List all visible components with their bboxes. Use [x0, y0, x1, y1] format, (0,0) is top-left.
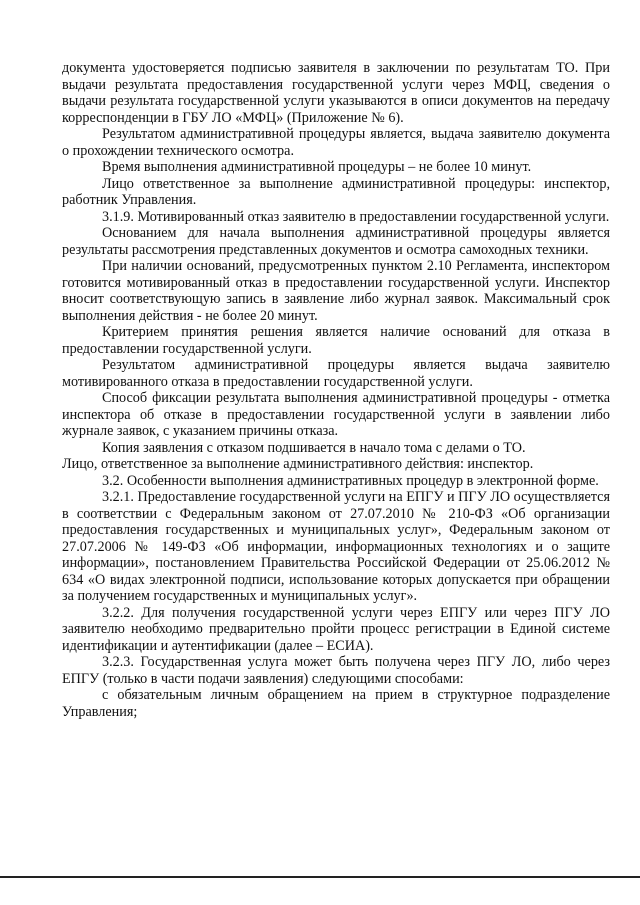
paragraph-8: Критерием принятия решения является наличие оснований для отказа в предоставлении государственной услуги. [62, 324, 610, 357]
paragraph-11: Копия заявления с отказом подшивается в начало тома с делами о ТО. [102, 439, 526, 456]
paragraph-4: Лицо ответственное за выполнение административной процедуры: инспектор, работник Управления. [62, 175, 610, 208]
paragraph-10: Способ фиксации результата выполнения административной процедуры - отметка инспектора об отказе в предоставлении государственной услуги в заявлении либо журнале заявок, с указанием причины отказа. [62, 390, 610, 439]
section-3-2-heading: 3.2. Особенности выполнения административных процедур в электронной форме. [102, 472, 599, 489]
paragraph-1: документа удостоверяется подписью заявителя в заключении по результатам ТО. При выдачи результата предоставления государственной услуги через МФЦ, сведения о выдачи результата государственной услуги указываются в описи документов на передачу корреспонденции в ГБУ ЛО «МФЦ» (Приложение № 6). [62, 60, 610, 126]
document-page [62, 60, 610, 720]
paragraph-12: Лицо, ответственное за выполнение административного действия: инспектор. [62, 456, 534, 472]
page-bottom-rule [0, 876, 640, 878]
paragraph-6: Основанием для начала выполнения административной процедуры является результаты рассмотрения представленных документов и осмотра самоходных техники. [62, 225, 610, 258]
paragraph-2: Результатом административной процедуры является, выдача заявителю документа о прохождении технического осмотра. [62, 126, 610, 159]
paragraph-17: с обязательным личным обращением на прием в структурное подразделение Управления; [62, 687, 610, 720]
section-3-1-9-heading: 3.1.9. Мотивированный отказ заявителю в предоставлении государственной услуги. [102, 208, 610, 225]
paragraph-3: Время выполнения административной процедуры – не более 10 минут. [102, 159, 532, 175]
section-3-2-1: 3.2.1. Предоставление государственной услуги на ЕПГУ и ПГУ ЛО осуществляется в соответствии с Федеральным законом от 27.07.2010 № 210-ФЗ «Об организации предоставления государственных и муниципальных услуг», Федеральным законом от 27.07.2006 № 149-ФЗ «Об информации, информационных технологиях и о защите информации», постановлением Правительства Российской Федерации от 25.06.2012 № 634 «О видах электронной подписи, использование которых допускается при обращении за получением государственных и муниципальных услуг». [62, 489, 610, 604]
section-3-2-3: 3.2.3. Государственная услуга может быть получена через ПГУ ЛО, либо через ЕПГУ (только в части подачи заявления) следующими способами: [62, 654, 610, 687]
section-3-2-2: 3.2.2. Для получения государственной услуги через ЕПГУ или через ПГУ ЛО заявителю необходимо предварительно пройти процесс регистрации в Единой системе идентификации и аутентификации (далее – ЕСИА). [62, 604, 610, 654]
paragraph-9: Результатом административной процедуры является выдача заявителю мотивированного отказа в предоставлении государственной услуги. [62, 357, 610, 390]
paragraph-7: При наличии оснований, предусмотренных пунктом 2.10 Регламента, инспектором готовится мотивированный отказ в предоставлении государственной услуги. Инспектор вносит соответствующую запись в заявление либо журнал заявок. Максимальный срок выполнения действия - не более 20 минут. [62, 258, 610, 324]
